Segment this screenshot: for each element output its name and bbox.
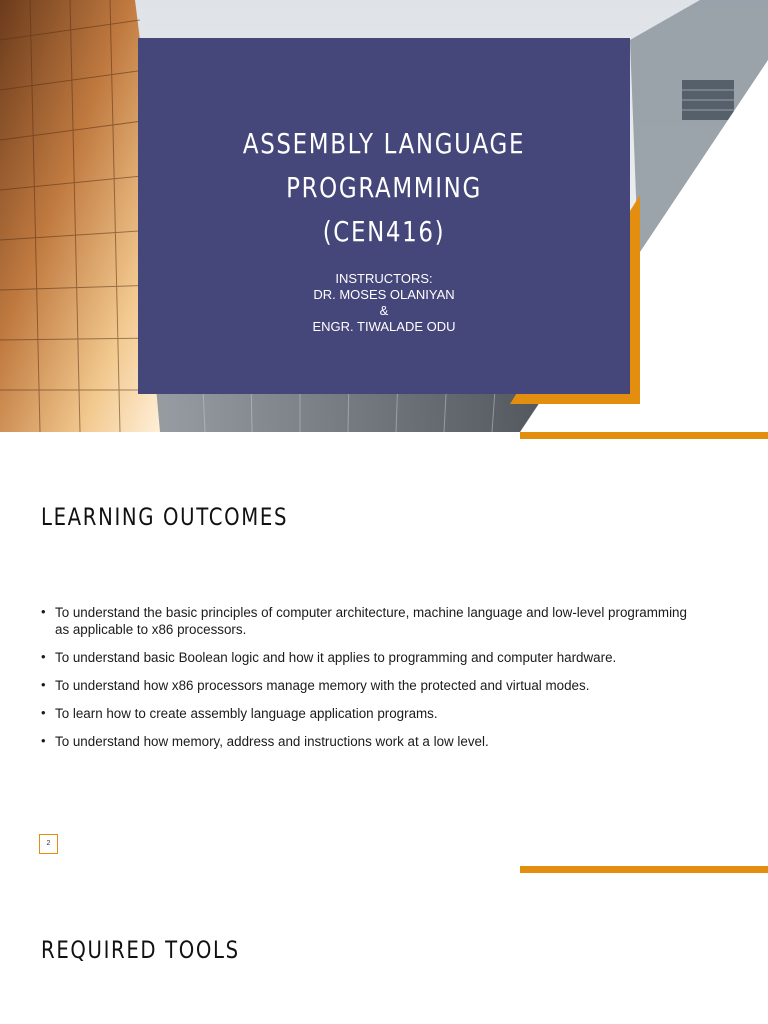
instructors-label: INSTRUCTORS: [335,271,433,286]
accent-line [520,866,768,873]
page-number: 2 [39,834,58,854]
title-line: (CEN416) [322,215,446,248]
title-slide [0,0,768,432]
accent-line [520,432,768,439]
title-line: PROGRAMMING [286,171,482,204]
instructors-block [138,271,630,335]
outcomes-list [41,604,701,761]
instructor-name: DR. MOSES OLANIYAN [313,287,455,302]
slide-title [182,122,585,254]
ampersand: & [379,303,389,318]
instructor-name: ENGR. TIWALADE ODU [312,319,456,334]
list-item: • To understand how memory, address and instructions work at a low level. [41,733,701,750]
title-line: ASSEMBLY LANGUAGE [242,127,526,160]
list-item: • To understand how x86 processors manage memory with the protected and virtual modes. [41,677,701,694]
list-item: • To learn how to create assembly language application programs. [41,705,701,722]
list-item: • To understand basic Boolean logic and how it applies to programming and computer hardware. [41,649,701,666]
list-item: • To understand the basic principles of computer architecture, machine language and low-level programming as applicable to x86 processors. [41,604,701,638]
slide-heading: LEARNING OUTCOMES [41,503,289,531]
slide-heading: REQUIRED TOOLS [41,936,240,964]
